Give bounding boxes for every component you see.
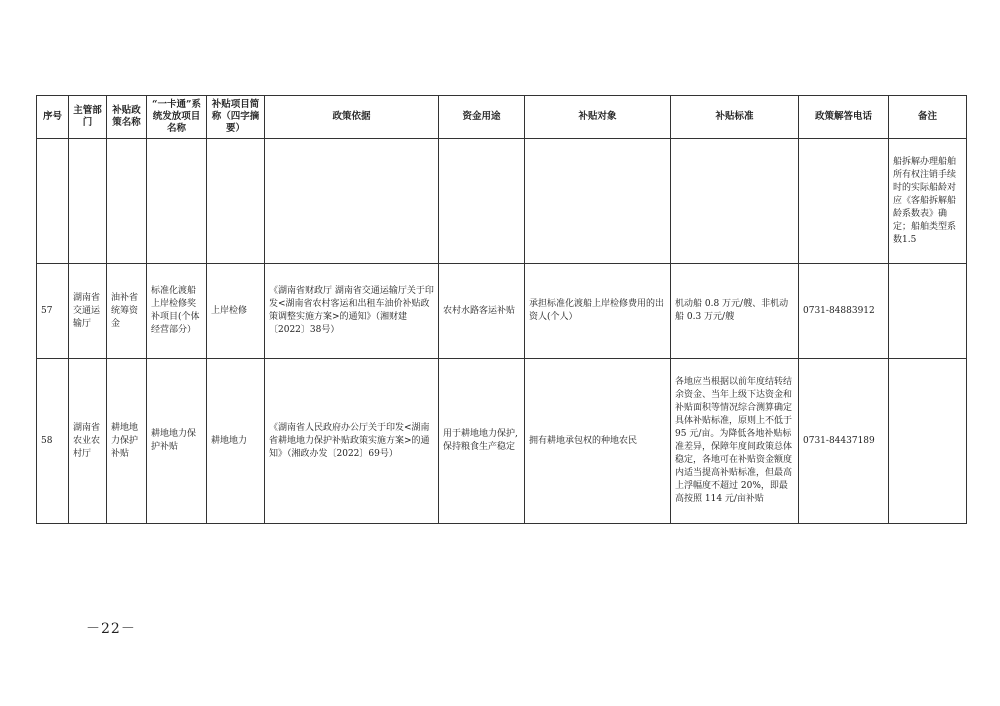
cell-note: 船拆解办理船舶所有权注销手续时的实际船龄对应《客船拆解船龄系数表》确定；船舶类型系数1.5 xyxy=(889,139,967,264)
header-project-name: “一卡通”系统发放项目名称 xyxy=(147,96,207,139)
cell-note xyxy=(889,264,967,359)
table-row xyxy=(37,359,967,524)
cell-policy-name: 油补省统筹资金 xyxy=(107,264,147,359)
page-number: －22－ xyxy=(86,621,136,637)
table-header-row xyxy=(37,96,967,139)
cell-short-name: 耕地地力 xyxy=(207,359,265,524)
cell-phone: 0731-84883912 xyxy=(799,264,889,359)
cell-target xyxy=(525,139,671,264)
cell-short-name: 上岸检修 xyxy=(207,264,265,359)
cell-project-name: 标准化渡船上岸检修奖补项目(个体经营部分） xyxy=(147,264,207,359)
cell-target: 拥有耕地承包权的种地农民 xyxy=(525,359,671,524)
cell-basis: 《湖南省财政厅 湖南省交通运输厅关于印发<湖南省农村客运和出租车油价补贴政策调整实施方案>的通知》（湘财建〔2022〕38号） xyxy=(265,264,439,359)
header-phone: 政策解答电话 xyxy=(799,96,889,139)
cell-standard xyxy=(671,139,799,264)
cell-use: 农村水路客运补贴 xyxy=(439,264,525,359)
header-no: 序号 xyxy=(37,96,69,139)
header-note: 备注 xyxy=(889,96,967,139)
cell-no: 58 xyxy=(37,359,69,524)
cell-no: 57 xyxy=(37,264,69,359)
cell-project-name xyxy=(147,139,207,264)
table-row xyxy=(37,264,967,359)
cell-use xyxy=(439,139,525,264)
cell-standard: 机动船 0.8 万元/艘、非机动船 0.3 万元/艘 xyxy=(671,264,799,359)
cell-dept xyxy=(69,139,107,264)
header-use: 资金用途 xyxy=(439,96,525,139)
header-short-name: 补贴项目简称（四字摘要） xyxy=(207,96,265,139)
cell-short-name xyxy=(207,139,265,264)
subsidy-policy-table xyxy=(36,95,967,524)
cell-note xyxy=(889,359,967,524)
cell-dept: 湖南省交通运输厅 xyxy=(69,264,107,359)
cell-no xyxy=(37,139,69,264)
header-target: 补贴对象 xyxy=(525,96,671,139)
cell-policy-name xyxy=(107,139,147,264)
header-standard: 补贴标准 xyxy=(671,96,799,139)
header-dept: 主管部门 xyxy=(69,96,107,139)
cell-basis xyxy=(265,139,439,264)
cell-dept: 湖南省农业农村厅 xyxy=(69,359,107,524)
header-policy-name: 补贴政策名称 xyxy=(107,96,147,139)
table-row xyxy=(37,139,967,264)
cell-project-name: 耕地地力保护补贴 xyxy=(147,359,207,524)
cell-basis: 《湖南省人民政府办公厅关于印发<湖南省耕地地力保护补贴政策实施方案>的通知》（湘政办发〔2022〕69号） xyxy=(265,359,439,524)
cell-policy-name: 耕地地力保护补贴 xyxy=(107,359,147,524)
cell-phone: 0731-84437189 xyxy=(799,359,889,524)
cell-use: 用于耕地地力保护,保持粮食生产稳定 xyxy=(439,359,525,524)
cell-phone xyxy=(799,139,889,264)
cell-target: 承担标准化渡船上岸检修费用的出资人(个人） xyxy=(525,264,671,359)
header-basis: 政策依据 xyxy=(265,96,439,139)
cell-standard: 各地应当根据以前年度结转结余资金、当年上级下达资金和补贴面积等情况综合测算确定具体补贴标准，原则上不低于 95 元/亩。为降低各地补贴标准差异，保障年度间政策总体稳定，各地可在补贴资金额度内适当提高补贴标准，但最高上浮幅度不超过 20%，即最高按照 114 元/亩补贴 xyxy=(671,359,799,524)
